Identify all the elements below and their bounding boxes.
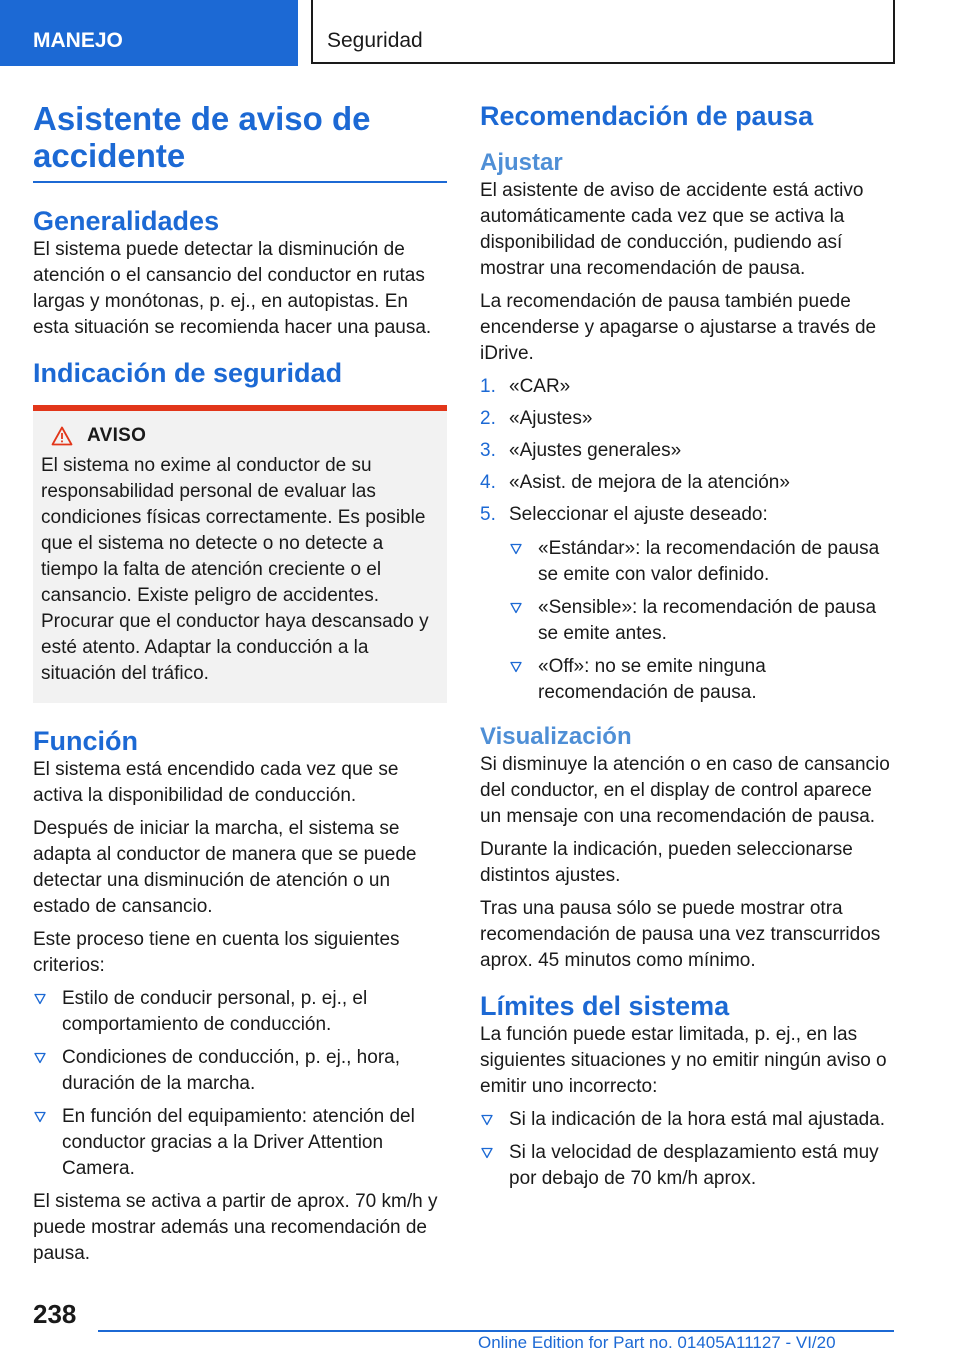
list-item-text: Si la indicación de la hora está mal ajustada. — [509, 1109, 886, 1130]
visualizacion-text-2: Durante la indicación, pueden seleccionarse distintos ajustes. — [480, 839, 853, 886]
triangle-bullet-icon — [510, 661, 522, 673]
step-number: 3. — [480, 440, 496, 461]
visualizacion-text-1: Si disminuye la atención o en caso de cansancio del conductor, en el display de control aparece un mensaje con una recomendación de pausa. — [480, 754, 890, 827]
step-text: «Asist. de mejora de la atención» — [509, 472, 790, 493]
footer-divider — [98, 1330, 894, 1332]
step-text: «Ajustes» — [509, 408, 593, 429]
step-number: 5. — [480, 504, 496, 525]
triangle-bullet-icon — [34, 1111, 46, 1123]
warning-box — [33, 405, 447, 703]
funcion-text-2: Después de iniciar la marcha, el sistema se adapta al conductor de manera que se puede detectar una disminución de atención o un estado de cansancio. — [33, 818, 417, 917]
list-item — [480, 1107, 896, 1133]
funcion-text-3: Este proceso tiene en cuenta los siguientes criterios: — [33, 929, 400, 976]
warning-text: El sistema no exime al conductor de su responsabilidad personal de evaluar las condiciones físicas correctamente. Es posible que el sistema no detecte o no detecte a tiempo la falta de atención creciente o el cansancio. Existe peligro de accidentes. Procurar que el conductor haya descansado y esté atento. Adaptar la conducción a la situación del tráfico. — [41, 455, 429, 684]
left-column — [33, 100, 447, 1274]
options-list — [509, 536, 896, 706]
triangle-bullet-icon — [481, 1114, 493, 1126]
triangle-bullet-icon — [510, 602, 522, 614]
list-item-text: «Off»: no se emite ninguna recomendación de pausa. — [538, 656, 766, 703]
step-item — [480, 438, 896, 464]
limites-text: La función puede estar limitada, p. ej., en las siguientes situaciones y no emitir ningún aviso o emitir uno incorrecto: — [480, 1024, 887, 1097]
heading-funcion: Función — [33, 726, 138, 756]
step-item — [480, 374, 896, 400]
step-text: «Ajustes generales» — [509, 440, 682, 461]
ajustar-text-1: El asistente de aviso de accidente está activo automáticamente cada vez que se activa la disponibilidad de conducción, pudiendo así mostrar una recomendación de pausa. — [480, 180, 864, 279]
warning-triangle-icon — [51, 426, 73, 446]
triangle-bullet-icon — [34, 993, 46, 1005]
list-item — [33, 1104, 447, 1182]
triangle-bullet-icon — [34, 1052, 46, 1064]
step-text: Seleccionar el ajuste deseado: — [509, 504, 768, 525]
edition-text: Online Edition for Part no. 01405A11127 - VI/20 — [478, 1333, 836, 1352]
page-header — [0, 0, 960, 66]
section-tab: MANEJO — [0, 0, 298, 66]
ajustar-text-2: La recomendación de pausa también puede encenderse y apagarse o ajustarse a través de iDrive. — [480, 291, 877, 364]
list-item-text: Estilo de conducir personal, p. ej., el comportamiento de conducción. — [62, 988, 368, 1035]
heading-limites-sistema: Límites del sistema — [480, 991, 730, 1021]
step-text: «CAR» — [509, 376, 571, 397]
heading-generalidades: Generalidades — [33, 206, 220, 236]
list-item — [509, 536, 896, 588]
heading-indicacion-seguridad: Indicación de seguridad — [33, 358, 343, 388]
list-item — [33, 986, 447, 1038]
topic-tab: Seguridad — [311, 0, 895, 64]
visualizacion-text-3: Tras una pausa sólo se puede mostrar otra recomendación de pausa una vez transcurridos aprox. 45 minutos como mínimo. — [480, 898, 881, 971]
step-number: 2. — [480, 408, 496, 429]
triangle-bullet-icon — [481, 1147, 493, 1159]
list-item — [480, 1140, 896, 1192]
heading-recomendacion-pausa: Recomendación de pausa — [480, 101, 814, 131]
page-title: Asistente de aviso de accidente — [33, 100, 447, 183]
funcion-text-1: El sistema está encendido cada vez que se activa la disponibilidad de conducción. — [33, 759, 399, 806]
step-item — [480, 470, 896, 496]
limits-list — [480, 1107, 896, 1192]
generalidades-text: El sistema puede detectar la disminución de atención o el cansancio del conductor en rutas largas y monótonas, p. ej., en autopistas. En esta situación se recomienda hacer una pausa. — [33, 239, 432, 338]
list-item — [33, 1045, 447, 1097]
right-column — [480, 100, 896, 1199]
criteria-list — [33, 986, 447, 1182]
list-item-text: «Estándar»: la recomendación de pausa se emite con valor definido. — [538, 538, 880, 585]
page-number: 238 — [33, 1299, 77, 1329]
funcion-text-4: El sistema se activa a partir de aprox. 70 km/h y puede mostrar además una recomendación de pausa. — [33, 1191, 438, 1264]
list-item-text: Si la velocidad de desplazamiento está muy por debajo de 70 km/h aprox. — [509, 1142, 879, 1189]
list-item-text: Condiciones de conducción, p. ej., hora, duración de la marcha. — [62, 1047, 400, 1094]
triangle-bullet-icon — [510, 543, 522, 555]
step-number: 1. — [480, 376, 496, 397]
heading-visualizacion: Visualización — [480, 723, 632, 750]
step-item — [480, 502, 896, 706]
warning-title: AVISO — [87, 425, 147, 446]
list-item — [509, 654, 896, 706]
step-item — [480, 406, 896, 432]
list-item-text: «Sensible»: la recomendación de pausa se emite antes. — [538, 597, 877, 644]
heading-ajustar: Ajustar — [480, 149, 563, 176]
list-item-text: En función del equipamiento: atención del conductor gracias a la Driver Attention Camera. — [62, 1106, 415, 1179]
settings-steps — [480, 374, 896, 706]
warning-header — [41, 425, 439, 447]
list-item — [509, 595, 896, 647]
step-number: 4. — [480, 472, 496, 493]
